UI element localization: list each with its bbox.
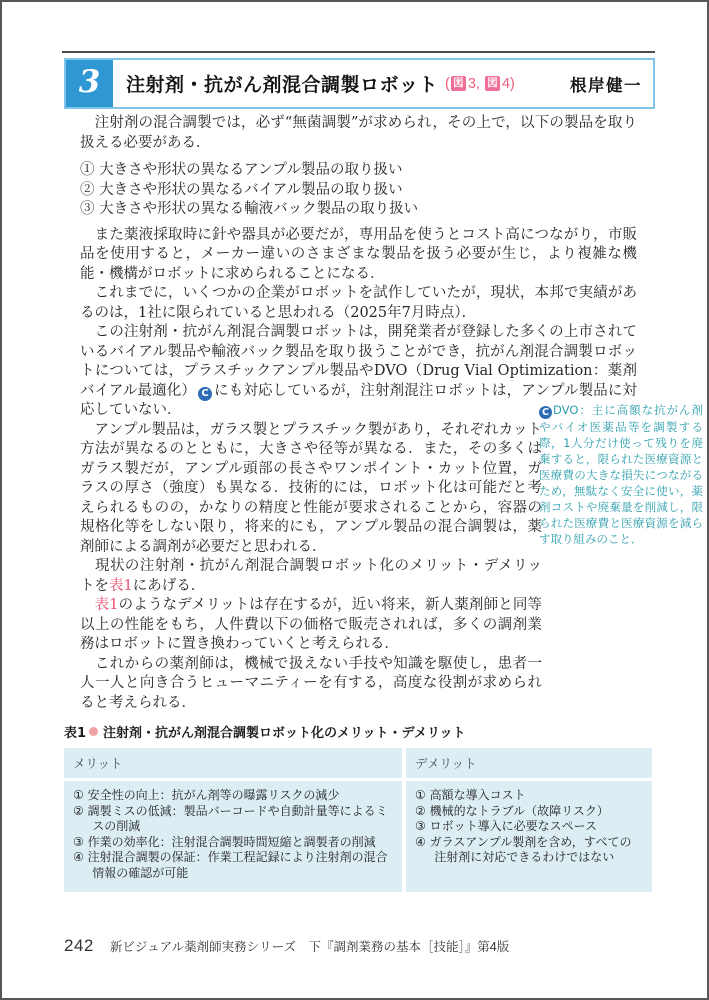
- table-list-item: ③ 作業の効率化：注射混合調製時間短縮と調製者の削減: [73, 834, 376, 849]
- numbered-list-item: ③ 大きさや形状の異なる輸液バック製品の取り扱い: [80, 201, 419, 217]
- page-footer: [64, 936, 509, 956]
- figure-chip-icon: 図: [485, 76, 500, 91]
- section-number-badge: [66, 60, 113, 107]
- table-list-item: ③ ロボット導入に必要なスペース: [415, 819, 597, 833]
- figref-open-paren: (: [445, 75, 450, 92]
- paragraph-cost: また薬液採取時に針や器具が必要だが，専用品を使うとコスト高につながり，市販品を使用すると，メーカー違いのさまざまな製品を扱う必要が生じ，より複雑な機能・機構がロボットに求められることになる．: [80, 226, 637, 282]
- table-list-item: ④ 注射混合調製の保証：作業工程記録により注射剤の混合情報の確認が可能: [73, 850, 388, 880]
- numbered-list-item: ② 大きさや形状の異なるバイアル製品の取り扱い: [80, 181, 403, 198]
- paragraph-dvo: この注射剤・抗がん剤混合調製ロボットは，開発業者が登録した多くの上市されているバイアル製品や輸液バック製品を取り扱うことができ，抗がん剤混合調製ロボットについては，プラスチックアンプル製品やDVO（Drug Vial Optimization：薬剤バイアル最適化） C にも対応しているが，注射剤混注ロボットは，アンプル製品に対応していない．: [80, 324, 637, 418]
- header-top-rule: [62, 51, 655, 53]
- table1-reference: 表1: [94, 597, 119, 613]
- narrow-text-column: [80, 421, 542, 714]
- margin-note-c-icon: C: [539, 406, 552, 419]
- table-list-item: ② 機械的なトラブル（故障リスク）: [415, 803, 609, 818]
- merit-demerit-table: [64, 748, 652, 892]
- numbered-list: [80, 161, 637, 220]
- section-title: 注射剤・抗がん剤混合調製ロボット: [126, 74, 439, 96]
- merit-cell: [64, 781, 402, 892]
- figref-close-paren: ): [510, 75, 515, 92]
- page-number: 242: [64, 936, 94, 955]
- margin-note-text: DVO：主に高額な抗がん剤やバイオ医薬品等を調製する際，1人分だけ使って残りを廃棄すると，限られた医療資源と医療費の大きな損失につながるため，無駄なく安全に使い，薬剤コストや廃棄量を削減し，限られた医療費と医療資源を減らす取り組みのこと．: [539, 403, 703, 546]
- demerit-cell: [406, 781, 652, 892]
- table-header-merit: メリット: [64, 748, 402, 778]
- table-caption-title: 注射剤・抗がん剤混合調製ロボット化のメリット・デメリット: [103, 726, 466, 741]
- paragraph-demerit: 表1のようなデメリットは存在するが，近い将来，新人薬剤師と同等以上の性能をもち，人件費以下の価格で販売されれば，多くの調剤業務はロボットに置き換わっていくと考えられる．: [80, 597, 543, 652]
- table-list-item: ① 安全性の向上：抗がん剤等の曝露リスクの減少: [73, 788, 340, 802]
- author-name: 根岸健一: [570, 75, 642, 95]
- table-list-item: ① 高額な導入コスト: [415, 788, 526, 802]
- table-caption: [64, 722, 652, 741]
- note-marker-c-icon: C: [198, 387, 212, 401]
- section-header: [64, 58, 655, 109]
- figure-references: [445, 76, 515, 92]
- paragraph-intro: 注射剤の混合調製では，必ず“無菌調製”が求められ，その上で，以下の製品を取り扱える必要がある．: [80, 115, 637, 151]
- figure-3-number: 3,: [467, 75, 480, 92]
- figure-4-number: 4: [501, 75, 511, 92]
- merit-demerit-table-block: [64, 722, 652, 892]
- table-list-item: ② 調製ミスの低減：製品バーコードや自動計量等によるミスの削減: [73, 803, 388, 833]
- table-list-item: ④ ガラスアンプル製剤を含め，すべての注射剤に対応できるわけではない: [415, 834, 632, 864]
- paragraph-table-ref: 現状の注射剤・抗がん剤混合調製ロボット化のメリット・デメリットを表1にあげる．: [80, 558, 542, 594]
- table-caption-label: 表1: [64, 726, 87, 741]
- paragraph-ampule: アンプル製品は，ガラス製とプラスチック製があり，それぞれカット方法が異なるのとともに，大きさや径等が異なる．また，その多くはガラス製だが，アンプル頭部の長さやワンポイント・カット位置，ガラスの厚さ（強度）も異なる．技術的には，ロボット化は可能だと考えられるものの，かなりの精度と性能が要求されることから，容器の規格化等をしない限り，将来的にも，アンプル製品の混合調製は，薬剤師による調剤が必要だと思われる．: [80, 421, 542, 555]
- book-title: 新ビジュアル薬剤師実務シリーズ 下『調剤業務の基本［技能］』第4版: [109, 940, 510, 954]
- table1-reference: 表1: [109, 577, 133, 594]
- paragraph-companies: これまでに，いくつかの企業がロボットを試作していたが，現状，本邦で実績があるのは，1社に限られていると思われる（2025年7月時点）．: [80, 285, 637, 321]
- section-title-wrap: [126, 70, 515, 97]
- caption-bullet-icon: [89, 727, 98, 736]
- table-header-demerit: デメリット: [406, 748, 652, 778]
- paragraph-future: これからの薬剤師は，機械で扱えない手技や知識を駆使し，患者一人一人と向き合うヒューマニティーを有する，高度な役割が求められると考えられる．: [80, 655, 542, 711]
- margin-note: [539, 402, 703, 547]
- numbered-list-item: ① 大きさや形状の異なるアンプル製品の取り扱い: [80, 162, 403, 178]
- section-number: 3: [78, 64, 101, 100]
- figure-chip-icon: 図: [451, 76, 466, 91]
